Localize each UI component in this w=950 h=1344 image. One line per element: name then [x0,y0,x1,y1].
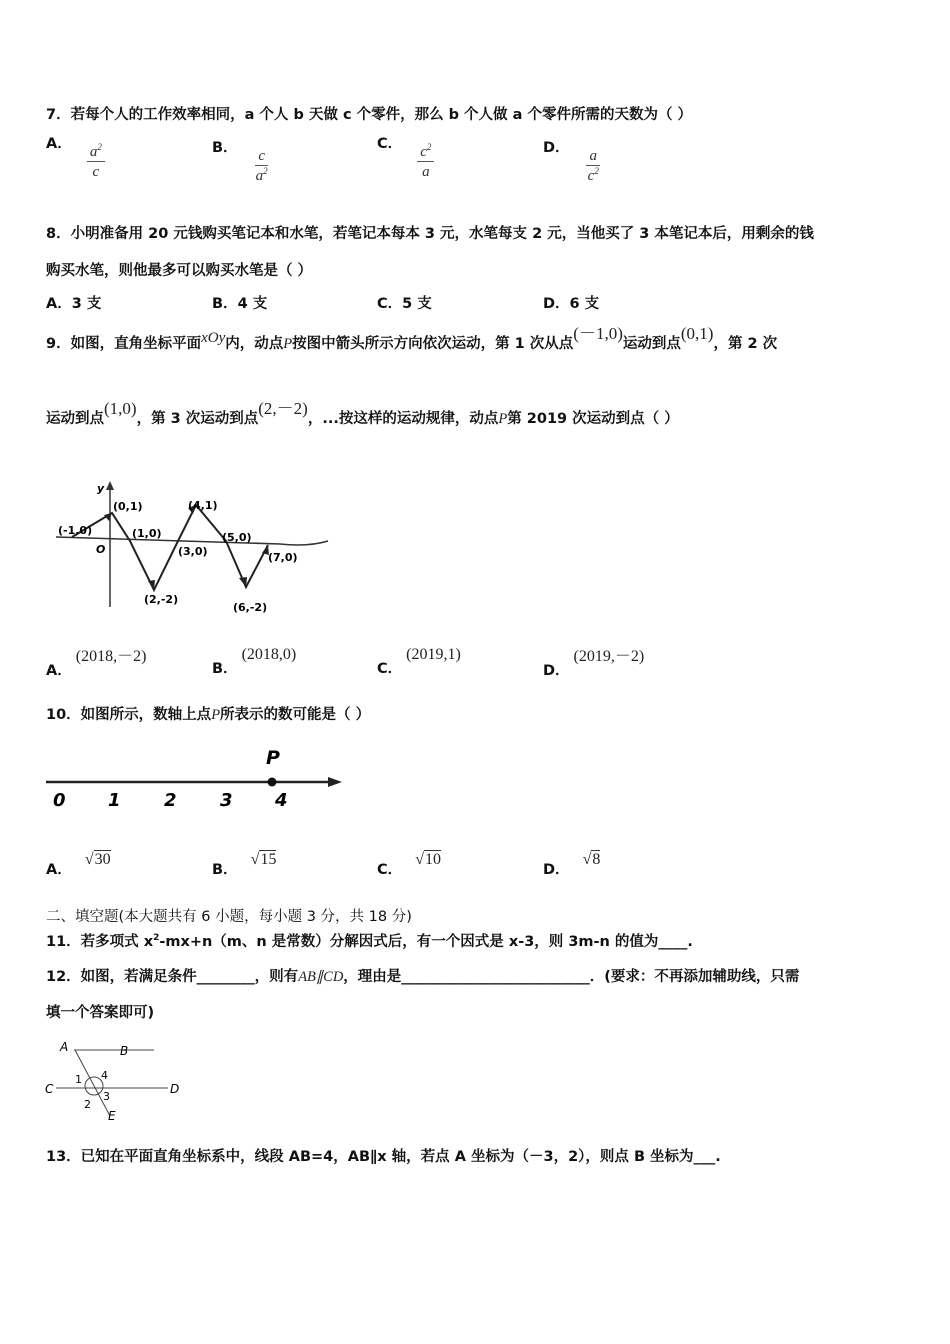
y-axis-arrow [106,481,114,490]
arrow-head [148,580,155,590]
tick-label: 2 [164,790,177,811]
q7-option-c[interactable] [377,136,434,182]
q8-option-c[interactable]: C．5 支 [377,296,432,312]
question-12-line-2: 填一个答案即可) [46,1005,155,1021]
angle-3: 3 [103,1090,110,1103]
point-label: (-1,0) [58,524,93,537]
q7-option-b[interactable] [212,140,271,186]
option-letter: D． [543,140,570,156]
angle-2: 2 [84,1098,91,1111]
q8-option-b[interactable]: B．4 支 [212,296,268,312]
point-label: (5,0) [222,531,252,544]
question-11-text: 11．若多项式 $x^2-mx+n(m$、n 是常数）分解因式后，有一个因式是 x-3，则 3m-n 的值为____. [46,933,693,950]
point-label: (3,0) [178,545,208,558]
q10-option-d[interactable]: D． √8 [543,851,601,878]
tick-label: 0 [53,790,66,811]
q8-option-a[interactable]: A．3 支 [46,296,102,312]
q9-option-b[interactable]: B．(2018,0) [212,646,297,677]
angle-4: 4 [101,1069,108,1082]
question-7-text: 7．若每个人的工作效率相同，a 个人 b 天做 c 个零件，那么 b 个人做 a 个零件所需的天数为（ ） [46,107,692,123]
point-label: (7,0) [268,551,298,564]
y-axis-label: y [97,482,105,495]
q9-option-d[interactable]: D．(2019,－2) [543,648,645,679]
q9-option-c[interactable]: C．(2019,1) [377,646,461,677]
q8-option-d[interactable]: D．6 支 [543,296,600,312]
question-12-line-1: 12．如图，若满足条件________，则有AB∥CD，理由是__________________________．(要求：不再添加辅助线，只需 [46,969,800,985]
question-9-line-1: 9．如图，直角坐标平面xOy内，动点P按图中箭头所示方向依次运动，第 1 次从点(－1,0)运动到点(0,1)，第 2 次 [46,324,778,352]
option-letter: B． [212,140,238,156]
q10-option-a[interactable]: A． √30 [46,851,111,878]
tick-label: 4 [275,790,288,811]
question-13-text: 13．已知在平面直角坐标系中，线段 AB=4，AB∥x 轴，若点 A 坐标为（－3，2），则点 B 坐标为___. [46,1149,721,1165]
point-label: (4,1) [188,499,218,512]
q10-option-c[interactable]: C． √10 [377,851,442,878]
label-e: E [108,1109,116,1123]
angle-1: 1 [75,1073,82,1086]
q7-option-d[interactable] [543,140,602,186]
q10-option-b[interactable]: B． √15 [212,851,277,878]
fraction: $\frac{c^2}{a}$ [417,142,434,182]
question-10-text: 10．如图所示，数轴上点P所表示的数可能是（ ） [46,707,371,723]
point-p [268,778,277,787]
question-8-line-1: 8．小明准备用 20 元钱购买笔记本和水笔，若笔记本每本 3 元，水笔每支 2 元，当他买了 3 本笔记本后，用剩余的钱 [46,226,814,242]
q10-number-line [44,740,346,815]
label-a: A [60,1040,69,1054]
point-label: (0,1) [113,500,143,513]
number-line-arrow [328,777,342,787]
section-heading-fill-in: 二、填空题(本大题共有 6 小题，每小题 3 分，共 18 分) [46,909,412,925]
label-b: B [120,1044,129,1058]
origin-label: O [96,543,106,556]
point-label: (2,-2) [144,593,179,606]
option-letter: A． [46,136,72,152]
tick-label: 1 [108,790,121,811]
option-letter: C． [377,136,403,152]
q12-parallel-lines-figure [42,1038,187,1123]
question-9-line-2: 运动到点(1,0)，第 3 次运动到点(2,－2)，...按这样的运动规律，动点P第 2019 次运动到点（ ） [46,399,679,427]
point-label: (1,0) [132,527,162,540]
point-p-label: P [266,747,280,769]
tick-label: 3 [220,790,233,811]
fraction: $\frac{a^2}{c}$ [87,142,105,182]
q9-option-a[interactable]: A．(2018,－2) [46,648,147,679]
arrow-head [239,577,247,587]
q9-motion-graph [50,475,335,620]
fraction: $\frac{a}{c^2}$ [587,148,599,185]
label-d: D [170,1082,180,1096]
fraction: $\frac{c}{a^2}$ [255,148,268,185]
question-8-line-2: 购买水笔，则他最多可以购买水笔是（ ） [46,263,313,279]
point-label: (6,-2) [233,601,268,614]
label-c: C [45,1082,54,1096]
q7-option-a[interactable] [46,136,105,182]
